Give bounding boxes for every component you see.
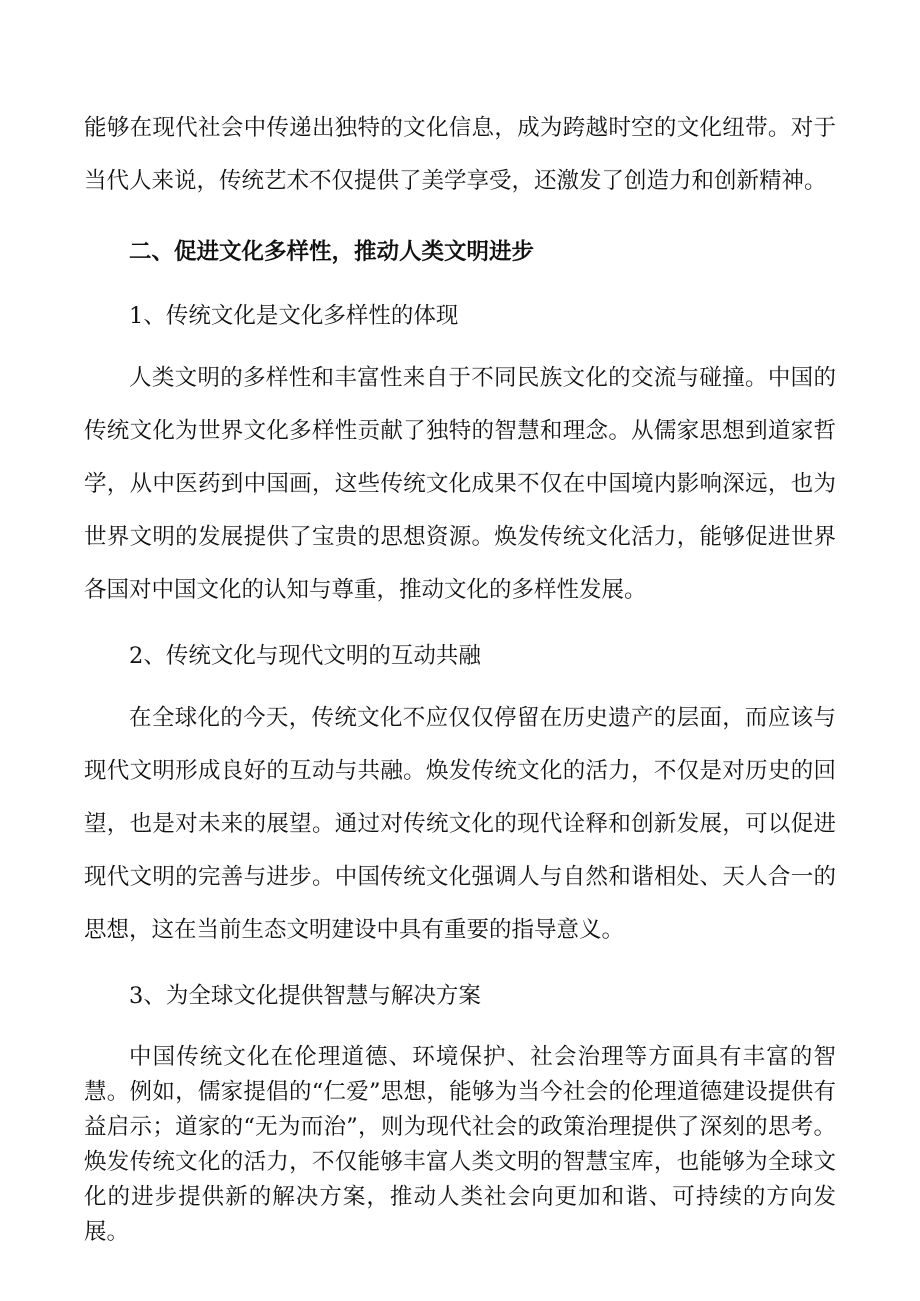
- intro-paragraph: 能够在现代社会中传递出独特的文化信息，成为跨越时空的文化纽带。对于当代人来说，传统艺术不仅提供了美学享受，还激发了创造力和创新精神。: [84, 115, 836, 194]
- subsection-3-paragraph: 中国传统文化在伦理道德、环境保护、社会治理等方面具有丰富的智慧。例如，儒家提倡的“仁爱”思想，能够为当今社会的伦理道德建设提供有益启示；道家的“无为而治”，则为现代社会的政策治理提供了深刻的思考。焕发传统文化的活力，不仅能够丰富人类文明的智慧宝库，也能够为全球文化的进步提供新的解决方案，推动人类社会向更加和谐、可持续的方向发展。: [84, 1044, 836, 1245]
- section-heading: 二、促进文化多样性，推动人类文明进步: [129, 239, 535, 265]
- subsection-1-title: 1、传统文化是文化多样性的体现: [129, 303, 459, 329]
- subsection-1-paragraph: 人类文明的多样性和丰富性来自于不同民族文化的交流与碰撞。中国的传统文化为世界文化多样性贡献了独特的智慧和理念。从儒家思想到道家哲学，从中医药到中国画，这些传统文化成果不仅在中国境内影响深远，也为世界文明的发展提供了宝贵的思想资源。焕发传统文化活力，能够促进世界各国对中国文化的认知与尊重，推动文化的多样性发展。: [84, 365, 836, 603]
- subsection-2-paragraph: 在全球化的今天，传统文化不应仅仅停留在历史遗产的层面，而应该与现代文明形成良好的互动与共融。焕发传统文化的活力，不仅是对历史的回望，也是对未来的展望。通过对传统文化的现代诠释和创新发展，可以促进现代文明的完善与进步。中国传统文化强调人与自然和谐相处、天人合一的思想，这在当前生态文明建设中具有重要的指导意义。: [84, 705, 836, 943]
- subsection-3-title: 3、为全球文化提供智慧与解决方案: [129, 983, 481, 1009]
- subsection-2-title: 2、传统文化与现代文明的互动共融: [129, 643, 481, 669]
